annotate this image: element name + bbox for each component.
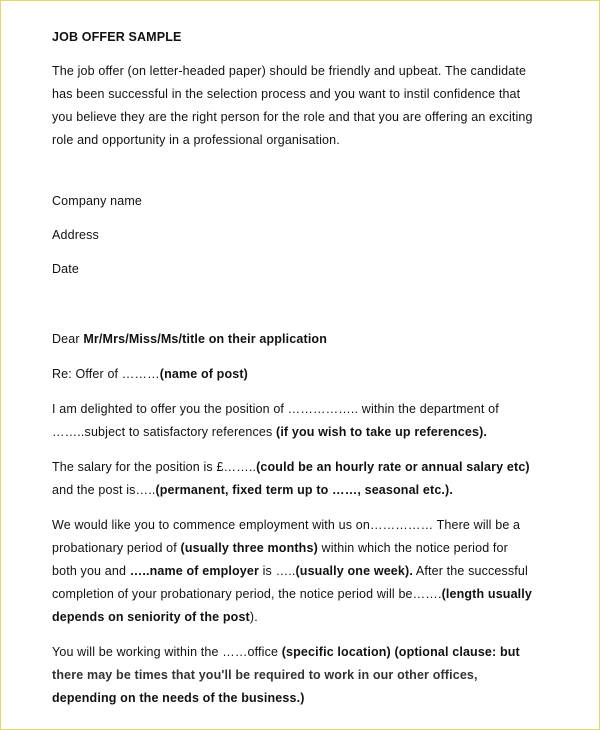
date-line: Date: [52, 262, 80, 276]
post-line: and the post is…..: [52, 483, 156, 497]
location-text: You will be working within the ……office: [52, 645, 282, 659]
re-prefix: Re: Offer of ………: [52, 367, 160, 381]
notice-text: both you and: [52, 564, 130, 578]
salary-note: (could be an hourly rate or annual salary etc): [256, 460, 530, 474]
salary-line-1: The salary for the position is £……..: [52, 460, 257, 474]
salutation-dear: Dear: [52, 332, 84, 346]
employment-paragraph: [52, 514, 572, 629]
intro-line: you believe they are the right person for the role and that you are offering an exciting: [52, 110, 533, 124]
probation-text-tail: within which the notice period for: [317, 541, 508, 555]
seniority-note: depends on seniority of the post: [52, 610, 250, 624]
intro-line: role and opportunity in a professional organisation.: [52, 133, 340, 147]
notice-period-note: (usually one week).: [295, 564, 413, 578]
notice-text-mid: is …..: [259, 564, 296, 578]
references-note: (if you wish to take up references).: [276, 425, 488, 439]
letter-content: [52, 26, 572, 710]
salutation: [52, 328, 572, 351]
position-line-2: ……..subject to satisfactory references: [52, 425, 276, 439]
location-note: (specific location) (optional clause: but: [281, 645, 520, 659]
length-note: (length usually: [441, 587, 533, 601]
company-name: Company name: [52, 194, 143, 208]
salary-paragraph: [52, 456, 572, 502]
other-offices-note: there may be times that you'll be required to work in our other offices,: [52, 668, 478, 682]
employment-line-1: We would like you to commence employment with us on…………… There will be a: [52, 518, 521, 532]
intro-paragraph: [52, 60, 572, 152]
seniority-tail: ).: [249, 610, 258, 624]
intro-line: The job offer (on letter-headed paper) should be friendly and upbeat. The candidate: [52, 64, 527, 78]
salutation-name: Mr/Mrs/Miss/Ms/title on their application: [83, 332, 328, 346]
location-paragraph: [52, 641, 572, 710]
address-line: Address: [52, 228, 99, 242]
employer-note: …..name of employer: [129, 564, 259, 578]
business-needs-note: depending on the needs of the business.): [52, 691, 305, 705]
post-type-note: (permanent, fixed term up to ……, seasonal etc.).: [155, 483, 453, 497]
re-placeholder: (name of post): [159, 367, 248, 381]
completion-text: completion of your probationary period, the notice period will be…….: [52, 587, 442, 601]
intro-line: has been successful in the selection process and you want to instil confidence that: [52, 87, 521, 101]
notice-text-tail: After the successful: [412, 564, 528, 578]
position-paragraph: [52, 398, 572, 444]
document-title: JOB OFFER SAMPLE: [52, 30, 182, 44]
probation-text: probationary period of: [52, 541, 181, 555]
probation-note: (usually three months): [180, 541, 318, 555]
re-line: [52, 363, 572, 386]
position-line-1: I am delighted to offer you the position of …………….. within the department of: [52, 402, 499, 416]
